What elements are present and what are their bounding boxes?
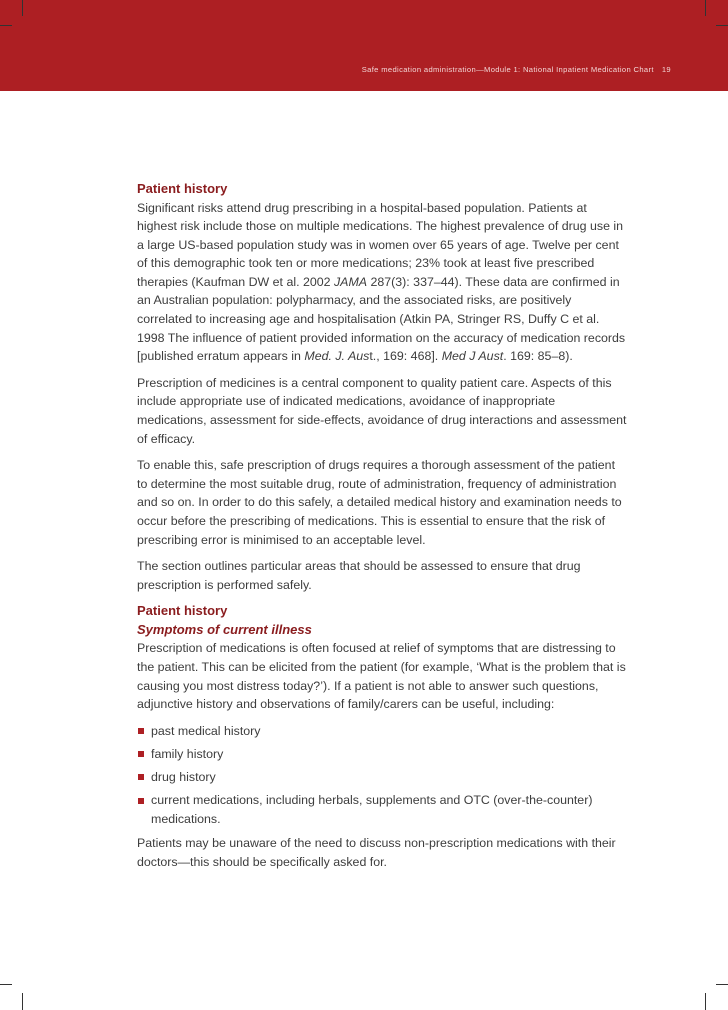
header-banner [0,0,728,91]
list-item: current medications, including herbals, supplements and OTC (over-the-counter) medications. [137,791,627,828]
subheading-symptoms: Symptoms of current illness [137,621,312,637]
section-heading-patient-history: Patient history [137,181,228,196]
paragraph-prescription: Prescription of medicines is a central component to quality patient care. Aspects of this include appropriate use of indicated medications, avoidance of inappropriate medications, assessment for side-effects, avoidance of drug interactions and assessment of efficacy. [137,375,627,446]
crop-mark-top-right-v [705,0,706,16]
crop-mark-bottom-right-v [705,993,706,1010]
running-title: Safe medication administration—Module 1: National Inpatient Medication Chart [361,65,654,74]
crop-mark-top-left-h [0,25,12,26]
paragraph-enable: To enable this, safe prescription of drugs requires a thorough assessment of the patient to determine the most suitable drug, route of administration, frequency of administration and so on. In order to do this safely, a detailed medical history and examination needs to occur before the prescribing of medications. This is essential to ensure that the risk of prescribing error is minimised to an acceptable level. [137,458,622,547]
paragraph-risks: Significant risks attend drug prescribing in a hospital-based population. Patients at highest risk include those on multiple medications. The highest prevalence of drug use in a large US-based population study was in women over 65 years of age. Twelve per cent of this demographic took ten or more medications; 23% took at least five prescribed therapies (Kaufman DW et al. 2002 JAMA 287(3): 337–44). These data are confirmed in an Australian population: polypharmacy, and the associated risks, are positively correlated to increasing age and hospitalisation (Atkin PA, Stringer RS, Duffy C et al. 1998 The influence of patient provided information on the accuracy of medication records [published erratum appears in Med. J. Aust., 169: 468]. Med J Aust. 169: 85–8). [137,200,626,364]
page-number: 19 [661,65,671,74]
list-item: past medical history [137,722,627,741]
crop-mark-top-left-v [22,0,23,16]
paragraph-non-prescription: Patients may be unaware of the need to discuss non-prescription medications with their doctors—this should be specifically asked for. [137,836,616,869]
crop-mark-bottom-left-v [22,993,23,1010]
history-list [137,722,627,828]
crop-mark-bottom-right-h [716,984,728,985]
bullet-square-icon [138,751,144,757]
crop-mark-bottom-left-h [0,984,12,985]
paragraph-symptoms: Prescription of medications is often focused at relief of symptoms that are distressing to the patient. This can be elicited from the patient (for example, ‘What is the problem that is causing you most distress today?’). If a patient is not able to answer such questions, adjunctive history and observations of family/carers can be useful, including: [137,641,626,712]
bullet-square-icon [138,798,144,804]
running-header [362,65,671,74]
page-content [137,180,627,879]
crop-mark-top-right-h [716,25,728,26]
bullet-square-icon [138,774,144,780]
bullet-square-icon [138,728,144,734]
section-heading-patient-history-2: Patient history [137,603,228,619]
list-item: family history [137,745,627,764]
list-item: drug history [137,768,627,787]
paragraph-section-outline: The section outlines particular areas that should be assessed to ensure that drug prescription is performed safely. [137,559,581,592]
